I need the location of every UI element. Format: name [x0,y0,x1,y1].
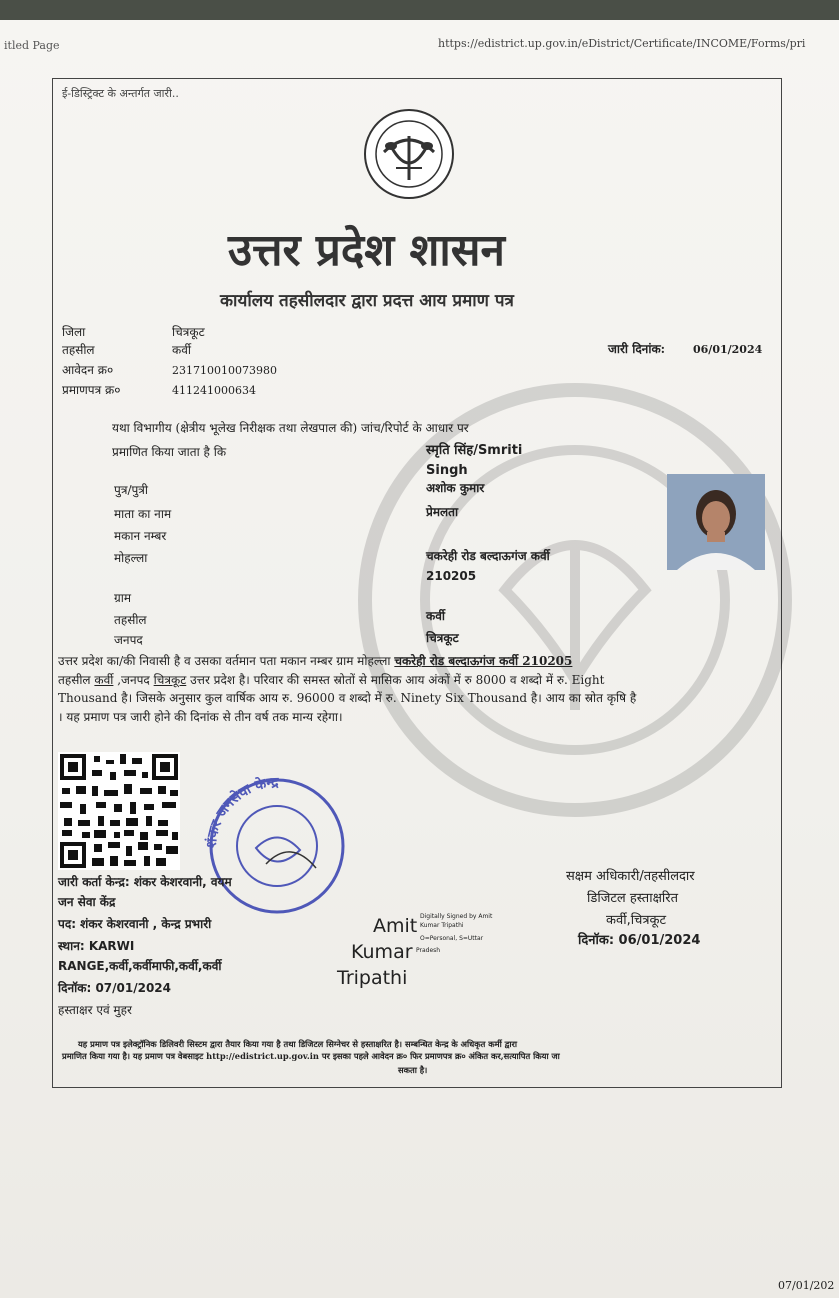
footnote-line-2: प्रमाणित किया गया है। यह प्रमाण पत्र वेबसाइट http://edistrict.up.gov.in पर इसका पहले आवेदन क्र० फिर प्रमाणपत्र क्र० अंकित कर,सत्यापित किया जा [62,1051,560,1061]
issuer-post: पद: शंकर केशरवानी , केन्द्र प्रभारी [58,917,212,931]
body-text-1: उत्तर प्रदेश का/की निवासी है व उसका वर्तमान पता मकान नम्बर ग्राम मोहल्ला [58,654,391,668]
meta-value-district: चित्रकूट [172,325,205,339]
officer-title: सक्षम अधिकारी/तहसीलदार [566,869,695,884]
field-value-mohalla-pin: 210205 [426,569,477,583]
meta-label-district: जिला [62,325,86,339]
certificate-subtitle: कार्यालय तहसीलदार द्वारा प्रदत्त आय प्रमाण पत्र [220,291,514,311]
digital-sign-name-3: Tripathi [337,967,408,989]
officer-digital-signed: डिजिटल हस्ताक्षरित [587,891,678,906]
officer-location: कर्वी,चित्रकूट [606,913,667,928]
body-tehsil-label: तहसील [58,672,91,687]
body-address: चकरेही रोड बल्दाऊगंज कर्वी 210205 [394,654,573,668]
meta-value-application-no: 231710010073980 [172,364,277,377]
verification-qr-code [58,752,180,870]
government-title: उत्तर प्रदेश शासन [228,225,505,276]
seal-text: शंकर जनसेवा केन्द्र [203,774,279,849]
intro-line-2: प्रमाणित किया जाता है कि [112,445,227,459]
issuer-date: दिनॉक: 07/01/2024 [58,981,172,995]
digital-sign-note-2: Kumar Tripathi [420,922,464,929]
issue-date-label: जारी दिनांक: [608,342,666,356]
top-dark-strip [0,0,839,20]
field-label-mohalla: मोहल्ला [114,551,148,565]
field-label-parent: पुत्र/पुत्री [114,483,149,497]
field-value-mohalla: चकरेही रोड बल्दाऊगंज कर्वी [426,549,550,563]
jan-seva-kendra-seal [196,768,358,918]
intro-line-1: यथा विभागीय (क्षेत्रीय भूलेख निरीक्षक तथा लेखपाल की) जांच/रिपोर्ट के आधार पर [112,421,469,435]
print-footer-date: 07/01/202 [778,1279,835,1292]
digital-sign-note-1: Digitally Signed by Amit [420,913,493,920]
body-text-3: Thousand है। जिसके अनुसार कुल वार्षिक आय रु. 96000 व शब्दो में रु. Ninety Six Thousand है। आय का स्रोत कृषि है [58,691,637,706]
field-value-mother: प्रेमलता [426,505,459,519]
meta-value-certificate-no: 411241000634 [172,384,256,397]
footnote-line-3: सकता है। [398,1065,428,1075]
issuer-place-2: RANGE,कर्वी,कर्वीमाफी,कर्वी,कर्वी [58,959,222,973]
field-label-house-no: मकान नम्बर [114,529,167,543]
print-page-url: https://edistrict.up.gov.in/eDistrict/Certificate/INCOME/Forms/pri [438,37,806,50]
field-value-district: चित्रकूट [426,631,459,645]
field-value-tehsil: कर्वी [426,609,445,623]
issuer-center: जारी कर्ता केन्द्र: शंकर केशरवानी, वयम [58,875,232,889]
digital-sign-name-2: Kumar [351,941,413,963]
svg-text:शंकर जनसेवा केन्द्र [204,775,280,849]
officer-date: दिनॉक: 06/01/2024 [578,933,701,948]
holder-name-line-2: Singh [426,463,468,478]
holder-photo [667,474,765,570]
issued-under-note: ई-डिस्ट्रिक्ट के अन्तर्गत जारी.. [62,87,179,100]
holder-name-line-1: स्मृति सिंह/Smriti [426,443,523,458]
meta-label-certificate-no: प्रमाणपत्र क्र० [62,383,121,397]
certificate-body [58,652,774,726]
field-value-parent: अशोक कुमार [426,481,485,495]
watermark-emblem [355,380,795,820]
print-page-title: itled Page [4,39,60,52]
up-state-emblem [356,108,462,200]
meta-label-tehsil: तहसील [62,343,95,357]
digital-sign-note-4: Pradesh [416,947,441,954]
body-text-2: उत्तर प्रदेश है। परिवार की समस्त स्रोतों से मासिक आय अंकों में रु 8000 व शब्दो में रु. Eight [190,672,605,687]
digital-sign-note-3: O=Personal, S=Uttar [420,935,484,942]
meta-value-tehsil: कर्वी [172,343,191,357]
body-district: चित्रकूट [153,672,187,687]
digital-sign-name-1: Amit [373,915,418,937]
field-label-mother: माता का नाम [114,507,172,521]
footnote-line-1: यह प्रमाण पत्र इलेक्ट्रॉनिक डिलिवरी सिस्टम द्वारा तैयार किया गया है तथा डिजिटल सिग्नेचर से हस्ताक्षरित है। सम्बन्धित केन्द्र के अधिकृत कर्मी द्वारा [78,1039,518,1049]
issue-date: 06/01/2024 [693,343,763,356]
field-label-tehsil: तहसील [114,613,147,627]
field-label-district: जनपद [114,633,143,647]
field-label-village: ग्राम [114,591,132,605]
issuer-sign-label: हस्ताक्षर एवं मुहर [58,1003,132,1017]
body-tehsil: कर्वी [94,672,114,687]
body-district-label: ,जनपद [117,672,150,687]
body-text-4: । यह प्रमाण पत्र जारी होने की दिनांक से तीन वर्ष तक मान्य रहेगा। [58,709,343,724]
meta-label-application-no: आवेदन क्र० [62,363,114,377]
issuer-place-1: स्थान: KARWI [58,939,135,953]
issuer-center-2: जन सेवा केंद्र [58,895,116,909]
